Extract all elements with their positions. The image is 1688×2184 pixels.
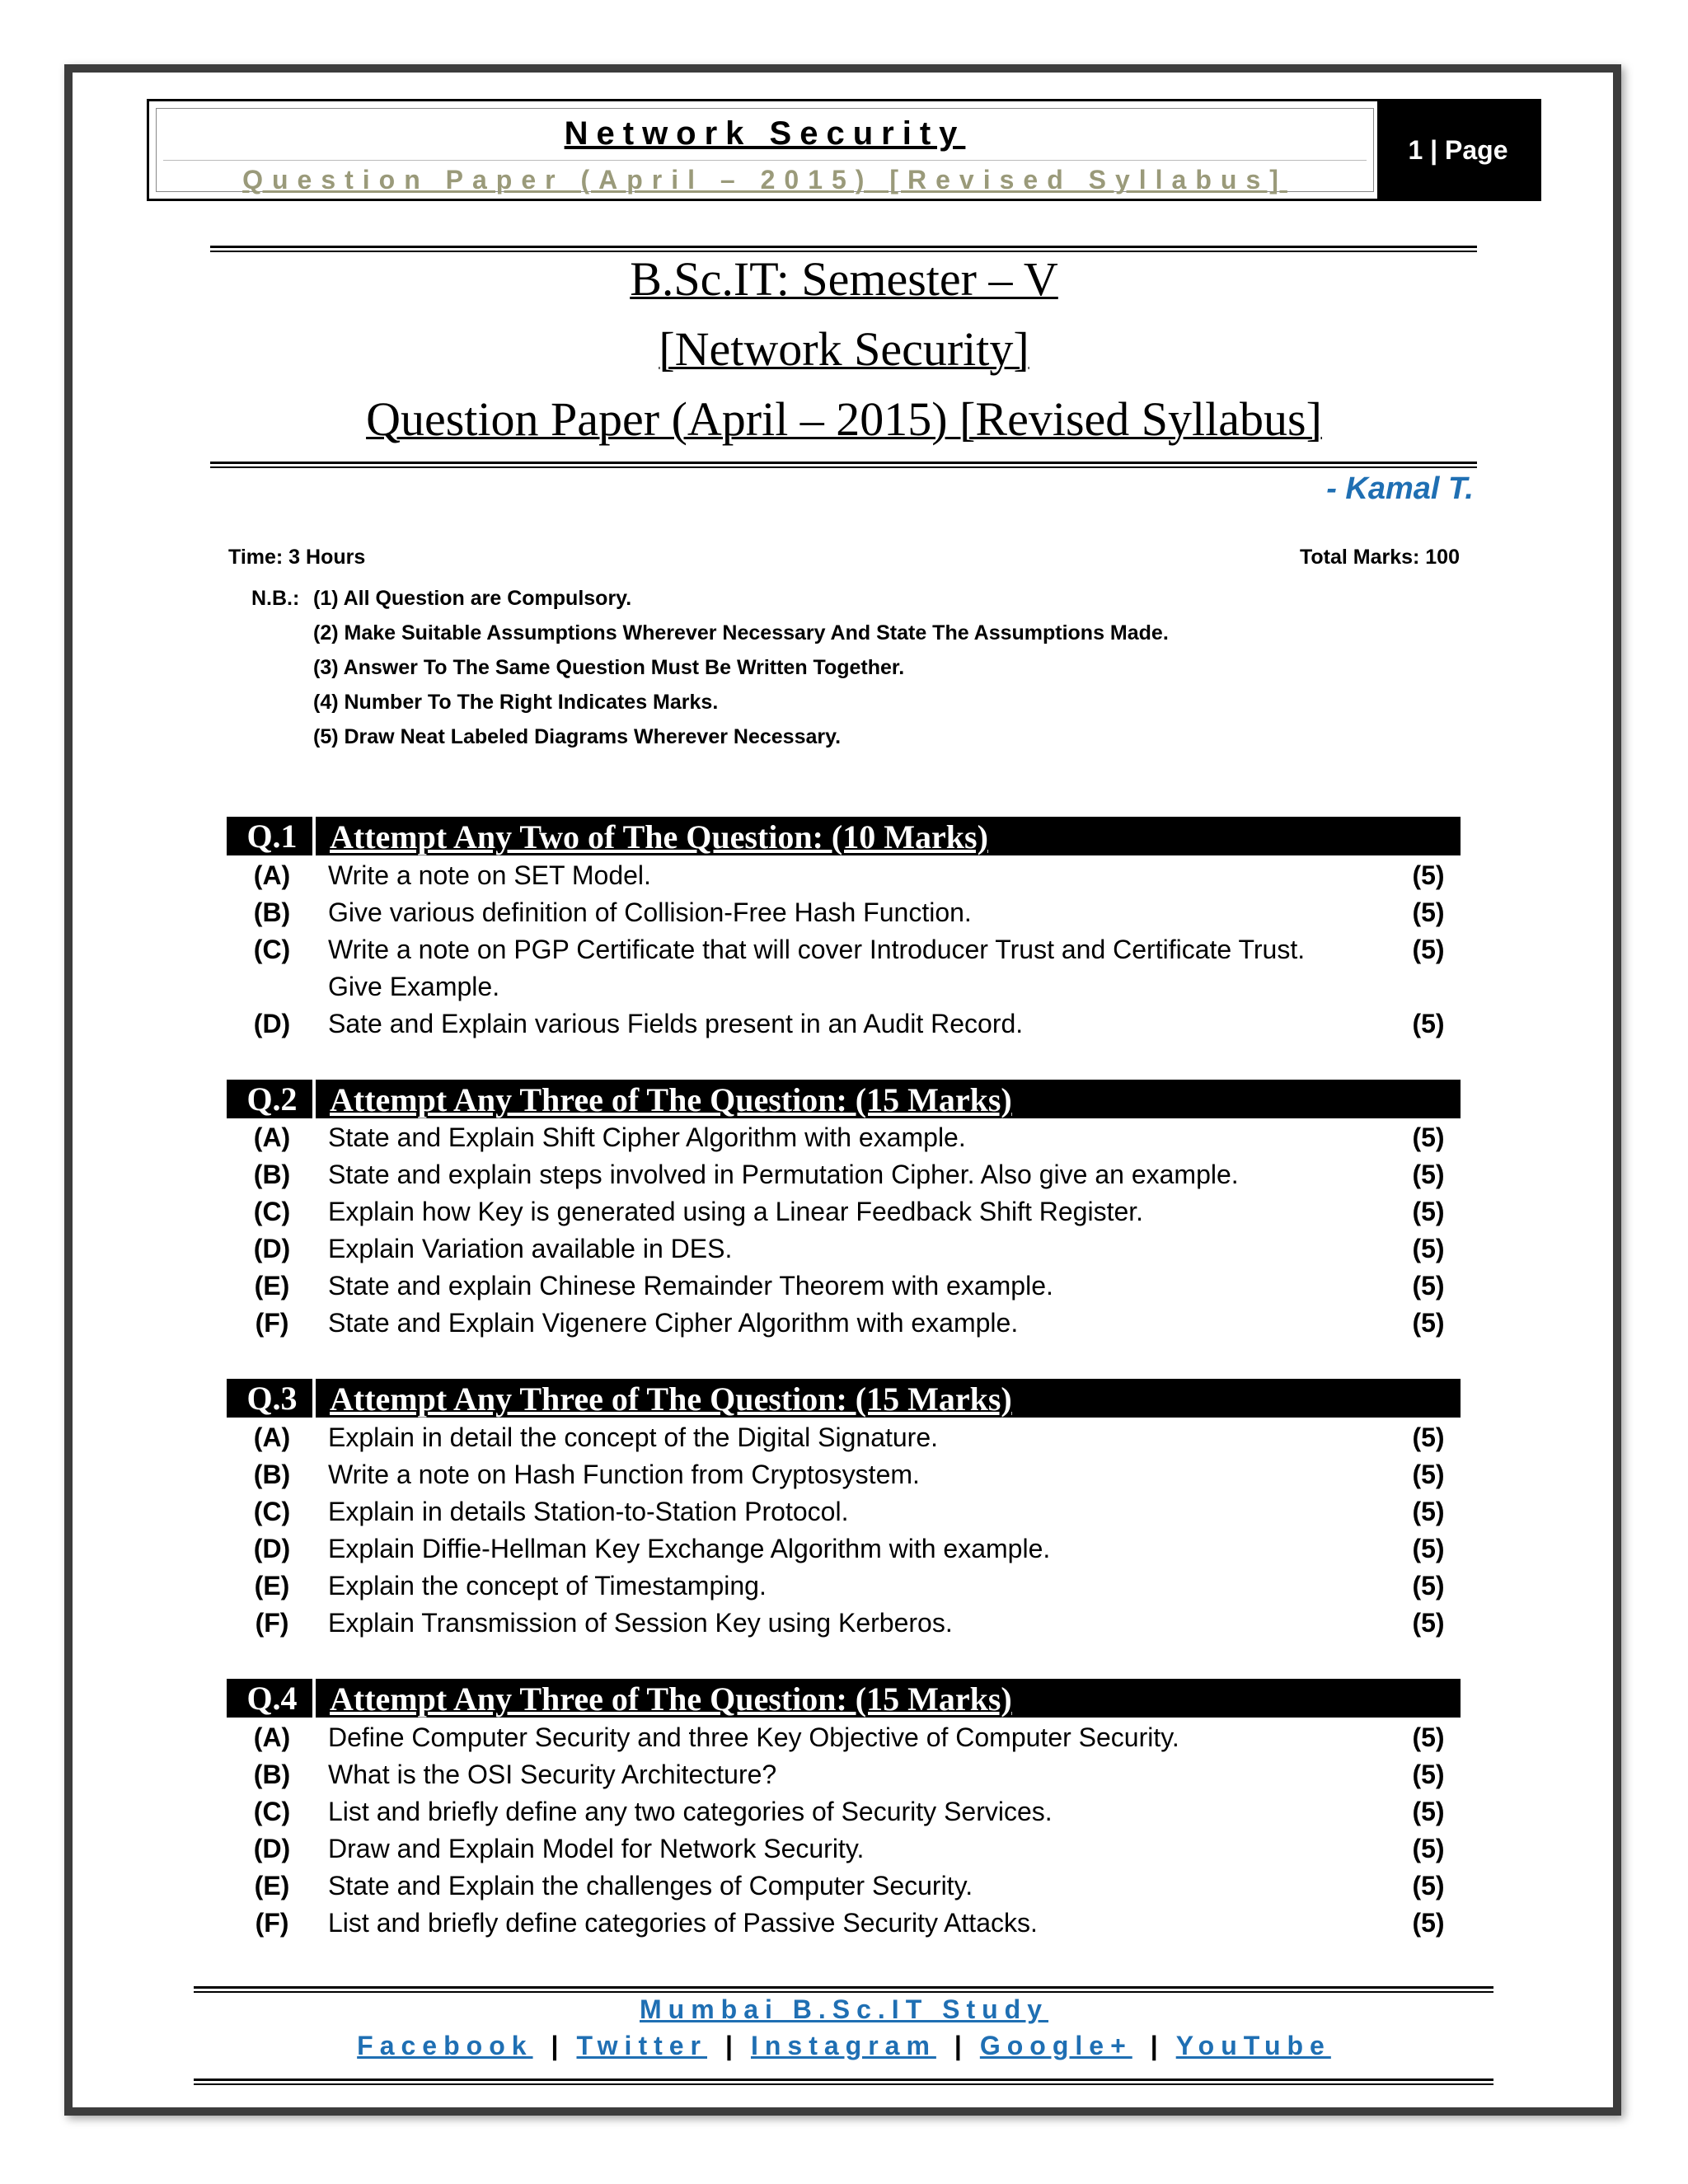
item-marks: (5) — [1412, 1308, 1445, 1338]
item-label: (B) — [253, 898, 291, 927]
header-title: Network Security — [564, 115, 966, 152]
item-label: (D) — [253, 1834, 291, 1863]
item-marks: (5) — [1412, 1608, 1445, 1638]
item-text: Draw and Explain Model for Network Security. — [328, 1834, 865, 1863]
item-text: Explain in detail the concept of the Digital Signature. — [328, 1422, 939, 1452]
item-marks: (5) — [1412, 860, 1445, 890]
question-header-q3 — [227, 1379, 1461, 1418]
item-text: Explain Transmission of Session Key using Kerberos. — [328, 1608, 953, 1638]
footer-social-links — [0, 2031, 1688, 2061]
page-header — [147, 99, 1541, 201]
item-text: Explain Variation available in DES. — [328, 1234, 733, 1263]
footer-top-rule — [194, 1986, 1493, 1993]
item-text: Write a note on SET Model. — [328, 860, 651, 890]
item-marks: (5) — [1412, 1797, 1445, 1826]
item-text: State and Explain Vigenere Cipher Algorithm with example. — [328, 1308, 1019, 1338]
nb-item: (4) Number To The Right Indicates Marks. — [313, 691, 719, 714]
item-marks: (5) — [1412, 1460, 1445, 1489]
item-marks: (5) — [1412, 1122, 1445, 1152]
time-label: Time: 3 Hours — [228, 546, 366, 569]
instagram-link[interactable]: Instagram — [750, 2031, 936, 2060]
header-title-box — [156, 108, 1374, 192]
nb-item: (5) Draw Neat Labeled Diagrams Wherever Necessary. — [313, 725, 842, 748]
item-marks: (5) — [1412, 1871, 1445, 1900]
item-text: Sate and Explain various Fields present in an Audit Record. — [328, 1009, 1024, 1038]
item-marks: (5) — [1412, 935, 1445, 964]
total-marks-label: Total Marks: 100 — [1299, 546, 1460, 569]
item-text: List and briefly define any two categories of Security Services. — [328, 1797, 1053, 1826]
google-plus-link[interactable]: Google+ — [979, 2031, 1132, 2060]
item-label: (D) — [253, 1009, 291, 1038]
question-title: Attempt Any Three of The Question: (15 Marks) — [330, 1081, 1012, 1118]
question-header-q2 — [227, 1080, 1461, 1118]
item-text: List and briefly define categories of Passive Security Attacks. — [328, 1908, 1038, 1938]
item-marks: (5) — [1412, 1197, 1445, 1226]
question-header-q4 — [227, 1679, 1461, 1718]
main-title-line3: Question Paper (April – 2015) [Revised Syllabus] — [366, 392, 1322, 446]
link-separator: | — [551, 2031, 559, 2060]
item-label: (F) — [255, 1608, 289, 1638]
footer-site-name — [0, 1994, 1688, 2025]
item-label: (A) — [253, 1722, 291, 1752]
item-label: (D) — [253, 1234, 291, 1263]
question-number: Q.3 — [246, 1380, 298, 1417]
link-separator: | — [954, 2031, 962, 2060]
item-label: (B) — [253, 1760, 291, 1789]
item-marks: (5) — [1412, 898, 1445, 927]
item-marks: (5) — [1412, 1422, 1445, 1452]
author-signature: - Kamal T. — [1326, 471, 1474, 506]
twitter-link[interactable]: Twitter — [576, 2031, 707, 2060]
item-marks: (5) — [1412, 1009, 1445, 1038]
item-label: (E) — [254, 1571, 290, 1601]
question-title: Attempt Any Two of The Question: (10 Marks) — [330, 818, 988, 855]
item-label: (A) — [253, 860, 291, 890]
item-label: (A) — [253, 1422, 291, 1452]
item-text: Explain how Key is generated using a Linear Feedback Shift Register. — [328, 1197, 1144, 1226]
question-header-q1 — [227, 817, 1461, 855]
question-number: Q.2 — [246, 1080, 298, 1118]
item-marks: (5) — [1412, 1760, 1445, 1789]
item-label: (A) — [253, 1122, 291, 1152]
item-marks: (5) — [1412, 1234, 1445, 1263]
nb-label: N.B.: — [251, 587, 300, 610]
header-subtitle: Question Paper (April – 2015) [Revised Syllabus] — [242, 165, 1287, 194]
item-marks: (5) — [1412, 1908, 1445, 1938]
header-divider — [163, 160, 1367, 161]
question-header-divider — [312, 1379, 316, 1418]
item-text: State and Explain Shift Cipher Algorithm with example. — [328, 1122, 966, 1152]
question-number: Q.1 — [246, 818, 298, 855]
question-header-divider — [312, 1679, 316, 1718]
item-label: (B) — [253, 1160, 291, 1189]
item-marks: (5) — [1412, 1571, 1445, 1601]
item-text: State and explain Chinese Remainder Theorem with example. — [328, 1271, 1053, 1301]
link-separator: | — [1150, 2031, 1158, 2060]
link-separator: | — [725, 2031, 733, 2060]
item-label: (E) — [254, 1271, 290, 1301]
nb-item: (2) Make Suitable Assumptions Wherever Necessary And State The Assumptions Made. — [313, 621, 1169, 644]
item-marks: (5) — [1412, 1160, 1445, 1189]
title-bottom-rule — [210, 462, 1477, 468]
facebook-link[interactable]: Facebook — [357, 2031, 533, 2060]
item-label: (C) — [253, 935, 291, 964]
item-label: (F) — [255, 1908, 289, 1938]
item-label: (C) — [253, 1197, 291, 1226]
page-number-box: 1 | Page — [1377, 101, 1539, 199]
item-text: Write a note on PGP Certificate that will cover Introducer Trust and Certificate Trust. — [328, 935, 1306, 964]
main-title-line2: [Network Security] — [659, 322, 1029, 376]
item-label: (C) — [253, 1497, 291, 1526]
item-label: (F) — [255, 1308, 289, 1338]
question-header-divider — [312, 817, 316, 855]
item-text: What is the OSI Security Architecture? — [328, 1760, 777, 1789]
item-text: Explain in details Station-to-Station Protocol. — [328, 1497, 849, 1526]
item-label: (C) — [253, 1797, 291, 1826]
footer-site-link[interactable]: Mumbai B.Sc.IT Study — [639, 1994, 1049, 2024]
item-text: Explain the concept of Timestamping. — [328, 1571, 767, 1601]
question-number: Q.4 — [246, 1680, 298, 1717]
item-marks: (5) — [1412, 1722, 1445, 1752]
youtube-link[interactable]: YouTube — [1175, 2031, 1331, 2060]
main-title-line1: B.Sc.IT: Semester – V — [630, 252, 1058, 306]
item-marks: (5) — [1412, 1834, 1445, 1863]
item-marks: (5) — [1412, 1497, 1445, 1526]
item-marks: (5) — [1412, 1271, 1445, 1301]
question-title: Attempt Any Three of The Question: (15 Marks) — [330, 1380, 1012, 1418]
item-text: Define Computer Security and three Key Objective of Computer Security. — [328, 1722, 1179, 1752]
item-text: Write a note on Hash Function from Cryptosystem. — [328, 1460, 920, 1489]
question-title: Attempt Any Three of The Question: (15 Marks) — [330, 1680, 1012, 1718]
item-text: State and explain steps involved in Permutation Cipher. Also give an example. — [328, 1160, 1239, 1189]
item-label: (B) — [253, 1460, 291, 1489]
item-text: Explain Diffie-Hellman Key Exchange Algorithm with example. — [328, 1534, 1051, 1563]
nb-item: (1) All Question are Compulsory. — [313, 587, 632, 610]
footer-bottom-rule — [194, 2079, 1493, 2085]
item-text: State and Explain the challenges of Computer Security. — [328, 1871, 973, 1900]
nb-item: (3) Answer To The Same Question Must Be Written Together. — [313, 656, 905, 679]
item-text: Give Example. — [328, 972, 500, 1001]
question-header-divider — [312, 1080, 316, 1118]
item-marks: (5) — [1412, 1534, 1445, 1563]
item-text: Give various definition of Collision-Free Hash Function. — [328, 898, 972, 927]
item-label: (D) — [253, 1534, 291, 1563]
item-label: (E) — [254, 1871, 290, 1900]
